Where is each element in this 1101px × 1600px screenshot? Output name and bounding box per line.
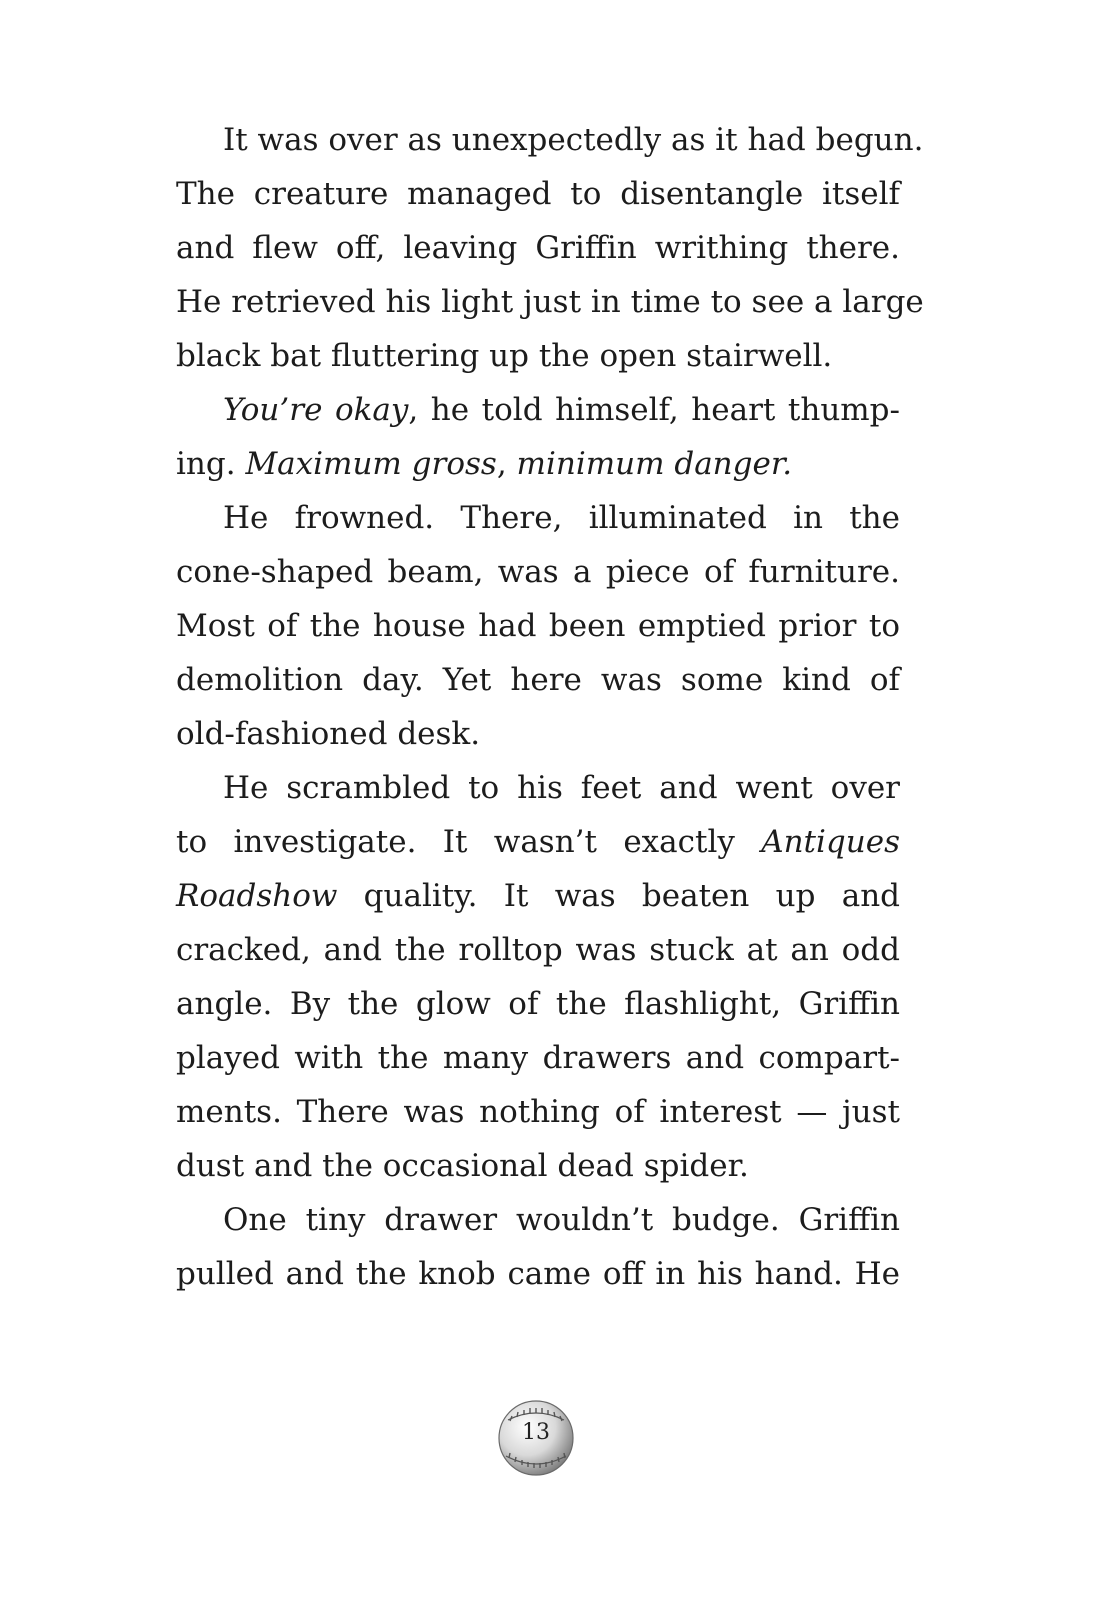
text-line [176,437,900,491]
text-line [176,275,924,329]
text-line [176,761,900,815]
text-segment: Most of the house had been emptied prior to [176,608,900,644]
text-segment: old-fashioned desk. [176,716,481,752]
text-line [176,599,900,653]
text-segment: The creature managed to disentangle itself [176,176,900,212]
text-segment: He frowned. There, illuminated in the [223,500,900,536]
text-line [176,923,900,977]
text-segment: ing. [176,446,246,482]
page-footer [496,1398,576,1478]
text-segment: black bat fluttering up the open stairwell. [176,338,833,374]
text-segment: , he told himself, heart thump- [408,392,900,428]
text-segment: One tiny drawer wouldn’t budge. Griffin [223,1202,900,1238]
text-segment: angle. By the glow of the flashlight, Griffin [176,986,900,1022]
text-line [176,221,900,275]
text-segment: cracked, and the rolltop was stuck at an odd [176,932,900,968]
text-segment: and flew off, leaving Griffin writhing there. [176,230,900,266]
page-number: 13 [522,1420,550,1445]
text-segment: quality. It was beaten up and [337,878,900,914]
text-line [176,329,900,383]
text-line [176,653,900,707]
text-line [176,869,900,923]
italic-text: Maximum gross [245,446,497,482]
text-segment: cone-shaped beam, was a piece of furniture. [176,554,900,590]
italic-text: Roadshow [176,878,338,914]
text-segment: demolition day. Yet here was some kind of [176,662,900,698]
italic-text: minimum danger. [516,446,793,482]
text-line [176,707,900,761]
text-line [176,1085,900,1139]
text-line [176,1193,900,1247]
text-segment: played with the many drawers and compart- [176,1040,900,1076]
text-line [176,167,900,221]
text-line [176,383,900,437]
text-line [176,977,900,1031]
text-segment: , [496,446,517,482]
text-segment: ments. There was nothing of interest — just [176,1094,900,1130]
text-line [176,1139,900,1193]
text-line [176,815,900,869]
body-text [176,113,924,1301]
text-segment: He retrieved his light just in time to see a large [176,284,924,320]
text-segment: dust and the occasional dead spider. [176,1148,749,1184]
text-segment: It was over as unexpectedly as it had begun. [223,122,924,158]
text-line [176,1247,900,1301]
italic-text: Antiques [761,824,900,860]
text-segment: He scrambled to his feet and went over [223,770,900,806]
text-segment: to investigate. It wasn’t exactly [176,824,762,860]
text-line [176,113,924,167]
text-line [176,545,900,599]
text-line [176,1031,900,1085]
italic-text: You’re okay [223,392,409,428]
text-line [176,491,900,545]
text-segment: pulled and the knob came off in his hand. He [176,1256,900,1292]
